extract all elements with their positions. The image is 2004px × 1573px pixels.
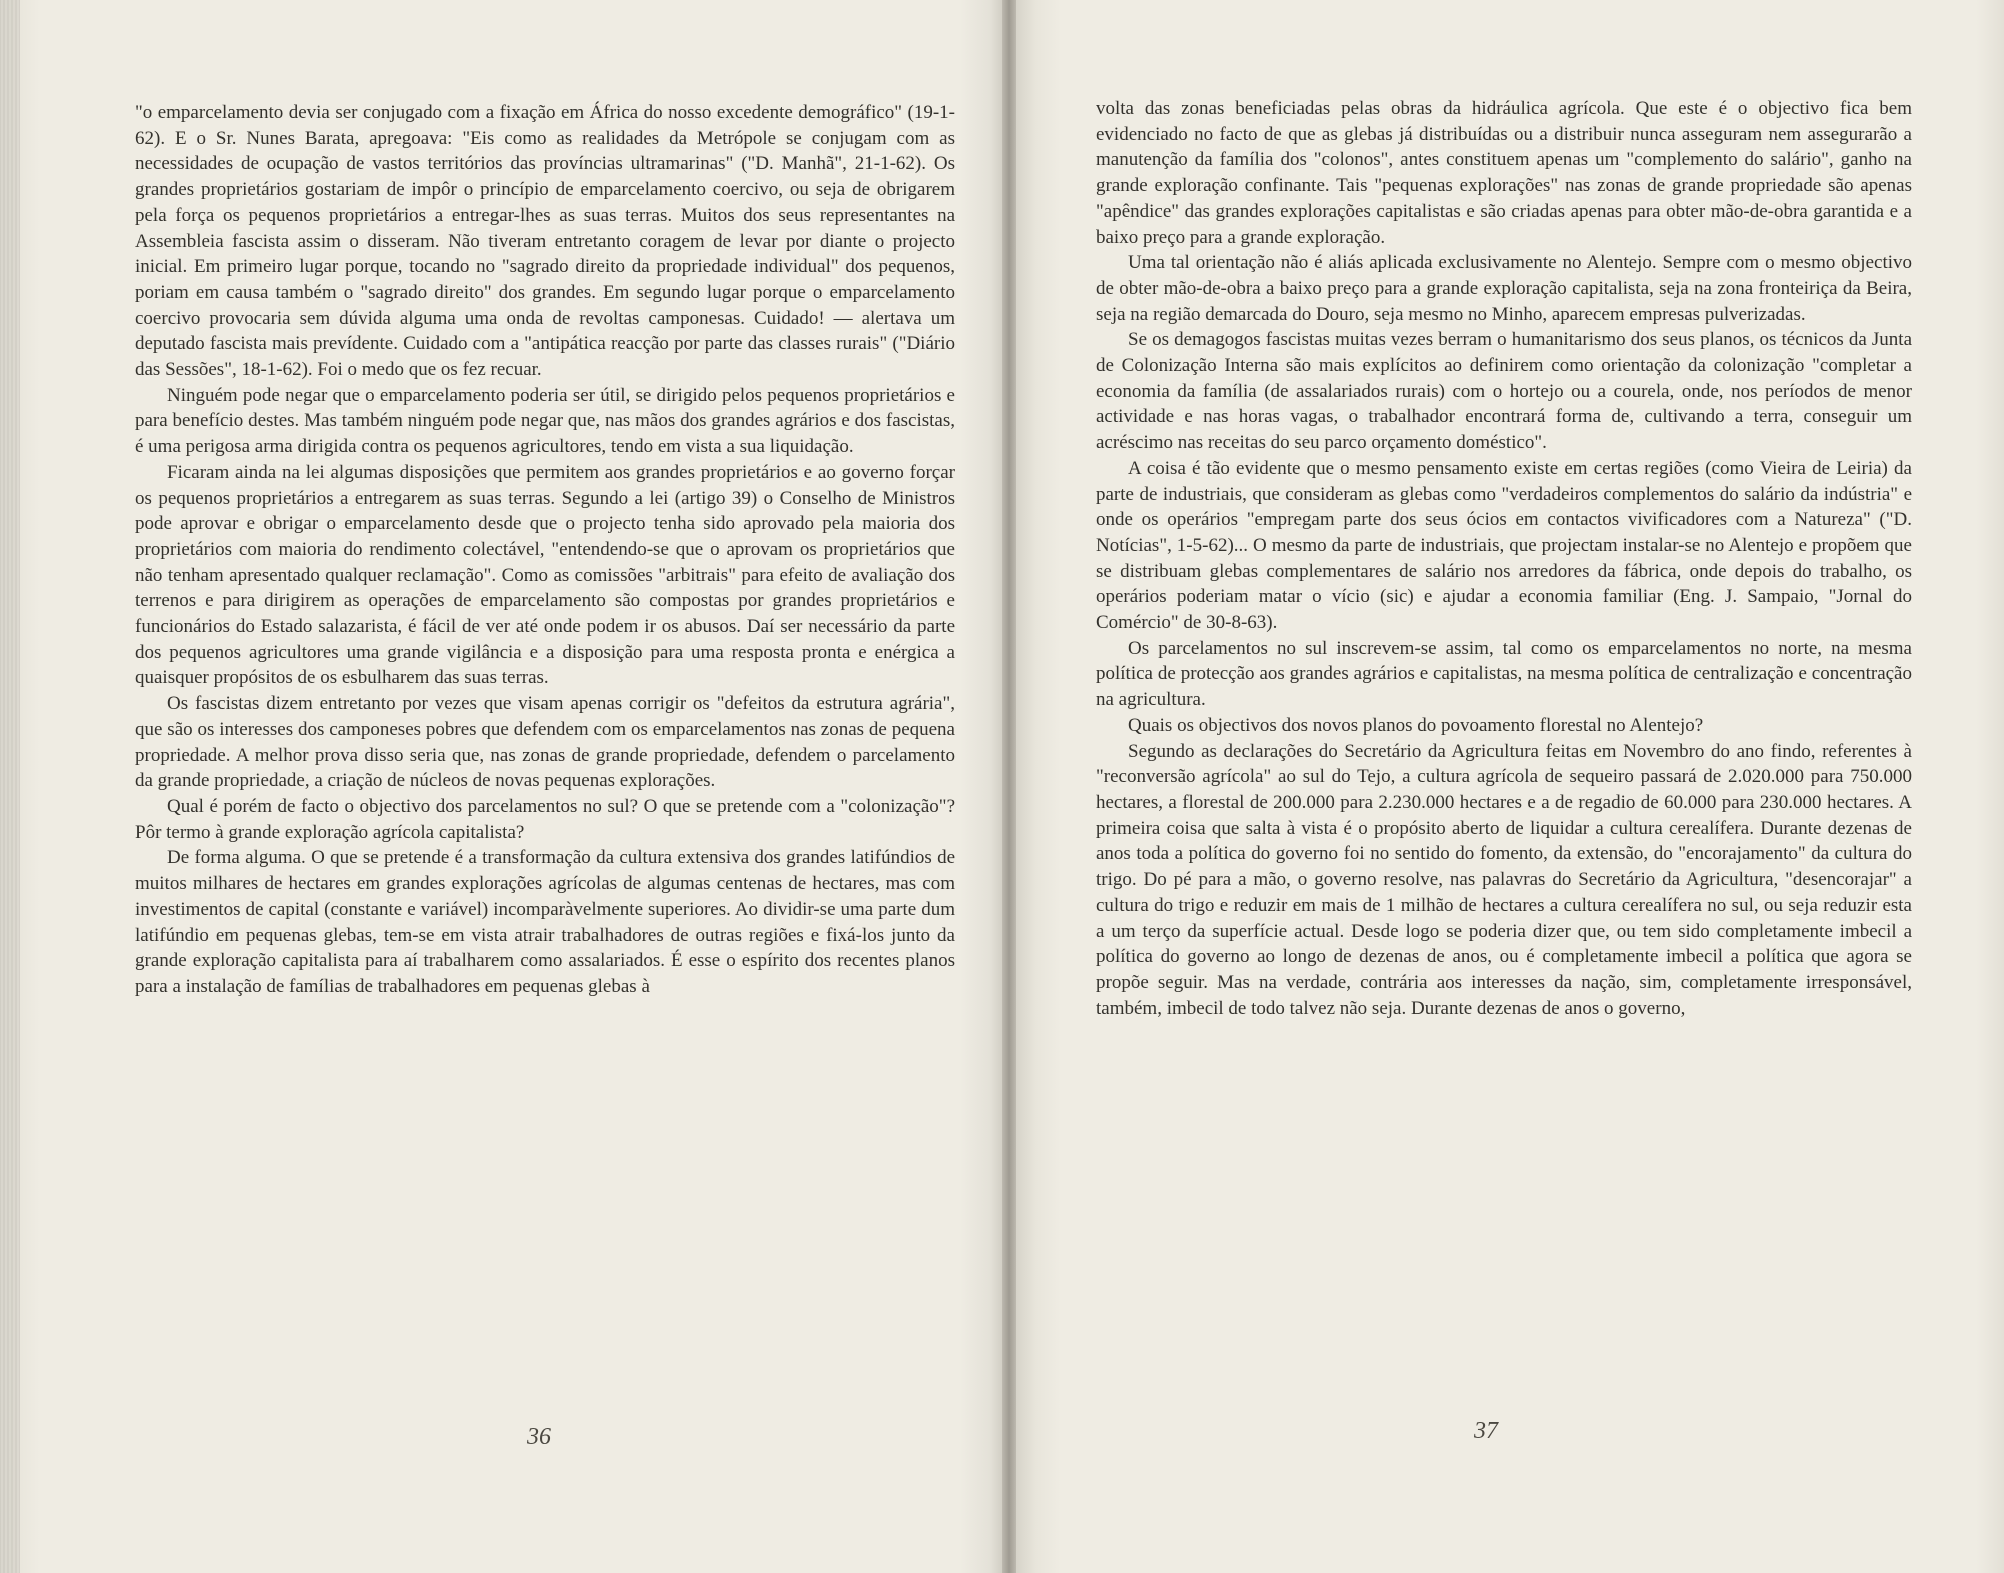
paragraph: "o emparcelamento devia ser conjugado com a fixação em África do nosso excedente demográfico" (19-1-62). E o Sr. Nunes Barata, apregoava: "Eis como as realidades da Metrópole se conjugam com as necessidades de ocupação de vastos territórios das províncias ultramarinas" ("D. Manhã", 21-1-62). Os grandes proprietários gostariam de impôr o princípio de emparcelamento coercivo, ou seja de obrigarem pela força os pequenos proprietários a entregar-lhes as suas terras. Muitos dos seus representantes na Assembleia fascista assim o disseram. Não tiveram entretanto coragem de levar por diante o projecto inicial. Em primeiro lugar porque, tocando no "sagrado direito da propriedade individual" dos pequenos, poriam em causa também o "sagrado direito" dos grandes. Em segundo lugar porque o emparcelamento coercivo provocaria sem dúvida alguma uma onda de revoltas camponesas. Cuidado! — alertava um deputado fascista mais prevídente. Cuidado com a "antipática reacção por parte das classes rurais" ("Diário das Sessões", 18-1-62). Foi o medo que os fez recuar.: [135, 102, 955, 381]
page-number: 36: [527, 1424, 551, 1450]
book-gutter: [1002, 0, 1016, 1573]
paragraph: Quais os objectivos dos novos planos do povoamento florestal no Alentejo?: [1128, 714, 1704, 736]
paragraph: De forma alguma. O que se pretende é a transformação da cultura extensiva dos grandes latifúndios de muitos milhares de hectares em grandes explorações agrícolas de algumas centenas de hectares, mas com investimentos de capital (constante e variável) incomparàvelmente superiores. Ao dividir-se uma parte dum latifúndio em pequenas glebas, tem-se em vista atrair trabalhadores de outras regiões e fixá-los junto da grande exploração capitalista para aí trabalharem como assalariados. É esse o espírito dos recentes planos para a instalação de famílias de trabalhadores em pequenas glebas à: [135, 847, 955, 997]
paragraph: Ninguém pode negar que o emparcelamento poderia ser útil, se dirigido pelos pequenos proprietários e para benefício destes. Mas também ninguém pode negar que, nas mãos dos grandes agrários e dos fascistas, é uma perigosa arma dirigida contra os pequenos agricultores, tendo em vista a sua liquidação.: [135, 384, 955, 458]
paragraph: volta das zonas beneficiadas pelas obras da hidráulica agrícola. Que este é o objectivo fica bem evidenciado no facto de que as glebas já distribuídas ou a distribuir nunca asseguram nem assegurarão a manutenção da família dos "colonos", antes constituem apenas um "complemento do salário", ganho na grande exploração confinante. Tais "pequenas explorações" nas zonas de grande propriedade são apenas "apêndice" das grandes explorações capitalistas e são criadas apenas para obter mão-de-obra garantida e a baixo preço para a grande exploração.: [1096, 98, 1912, 248]
paragraph: A coisa é tão evidente que o mesmo pensamento existe em certas regiões (como Vieira de Leiria) da parte de industriais, que consideram as glebas como "verdadeiros complementos do salário da indústria" e onde os operários "empregam parte dos seus ócios em contactos vivificadores com a Natureza" ("D. Notícias", 1-5-62)... O mesmo da parte de industriais, que projectam instalar-se no Alentejo e propõem que se distribuam glebas complementares de salário nos arredores da fábrica, onde depois do trabalho, os operários poderiam matar o vício (sic) e ajudar a economia familiar (Eng. J. Sampaio, "Jornal do Comércio" de 30-8-63).: [1096, 457, 1912, 634]
page-number: 37: [1474, 1418, 1498, 1444]
right-page: [1016, 0, 2004, 1573]
paragraph: Ficaram ainda na lei algumas disposições que permitem aos grandes proprietários e ao governo forçar os pequenos proprietários a entregarem as suas terras. Segundo a lei (artigo 39) o Conselho de Ministros pode aprovar e obrigar o emparcelamento desde que o projecto tenha sido aprovado pela maioria dos proprietários com maioria do rendimento colectável, "entendendo-se que o aprovam os proprietários que não tenham apresentado qualquer reclamação". Como as comissões "arbitrais" para efeito de avaliação dos terrenos e para dirigirem as operações de emparcelamento são compostas por grandes proprietários e funcionários do Estado salazarista, é fácil de ver até onde podem ir os abusos. Daí ser necessário da parte dos pequenos agricultores uma grande vigilância e a disposição para uma resposta pronta e enérgica a quaisquer propósitos de os esbulharem das suas terras.: [135, 461, 955, 689]
paragraph: Qual é porém de facto o objectivo dos parcelamentos no sul? O que se pretende com a "colonização"? Pôr termo à grande exploração agrícola capitalista?: [135, 795, 955, 843]
page-edge: [0, 0, 20, 1573]
right-page-text: [1096, 96, 1912, 1021]
paragraph: Se os demagogos fascistas muitas vezes berram o humanitarismo dos seus planos, os técnicos da Junta de Colonização Interna são mais explícitos ao definirem como orientação da colonização "completar a economia da família (de assalariados rurais) com o hortejo ou a courela, onde, nos períodos de menor actividade e nas horas vagas, o trabalhador encontrará forma de, cultivando a terra, conseguir um acréscimo nas receitas do seu parco orçamento doméstico".: [1096, 329, 1912, 454]
paragraph: Os parcelamentos no sul inscrevem-se assim, tal como os emparcelamentos no norte, na mesma política de protecção aos grandes agrários e capitalistas, na mesma política de centralização e concentração na agricultura.: [1096, 637, 1912, 711]
paragraph: Segundo as declarações do Secretário da Agricultura feitas em Novembro do ano findo, referentes à "reconversão agrícola" ao sul do Tejo, a cultura agrícola de sequeiro passará de 2.020.000 para 750.000 hectares, a florestal de 200.000 para 2.230.000 hectares e a de regadio de 60.000 para 230.000 hectares. A primeira coisa que salta à vista é o propósito aberto de liquidar a cultura cerealífera. Durante dezenas de anos toda a política do governo foi no sentido do fomento, da extensão, do "encorajamento" da cultura do trigo. Do pé para a mão, o governo resolve, nas palavras do Secretário da Agricultura, "desencorajar" a cultura do trigo e reduzir em mais de 1 milhão de hectares a cultura cerealífera no sul, ou seja reduzir esta a um terço da superfície actual. Desde logo se poderia dizer que, ou tem sido completamente imbecil a política do governo ao longo de dezenas de anos, ou é completamente imbecil a política que agora se propõe seguir. Mas na verdade, contrária aos interesses da nação, sim, completamente irresponsável, também, imbecil de todo talvez não seja. Durante dezenas de anos o governo,: [1096, 740, 1912, 1019]
left-page-text: [135, 100, 955, 1000]
paragraph: Os fascistas dizem entretanto por vezes que visam apenas corrigir os "defeitos da estrutura agrária", que são os interesses dos camponeses pobres que defendem com os emparcelamentos nas zonas de pequena propriedade. A melhor prova disso seria que, nas zonas de grande propriedade, defendem o parcelamento da grande propriedade, a criação de núcleos de novas pequenas explorações.: [135, 693, 955, 792]
paragraph: Uma tal orientação não é aliás aplicada exclusivamente no Alentejo. Sempre com o mesmo objectivo de obter mão-de-obra a baixo preço para a grande exploração capitalista, seja na zona fronteiriça da Beira, seja na região demarcada do Douro, seja mesmo no Minho, aparecem empresas pulverizadas.: [1096, 252, 1912, 325]
